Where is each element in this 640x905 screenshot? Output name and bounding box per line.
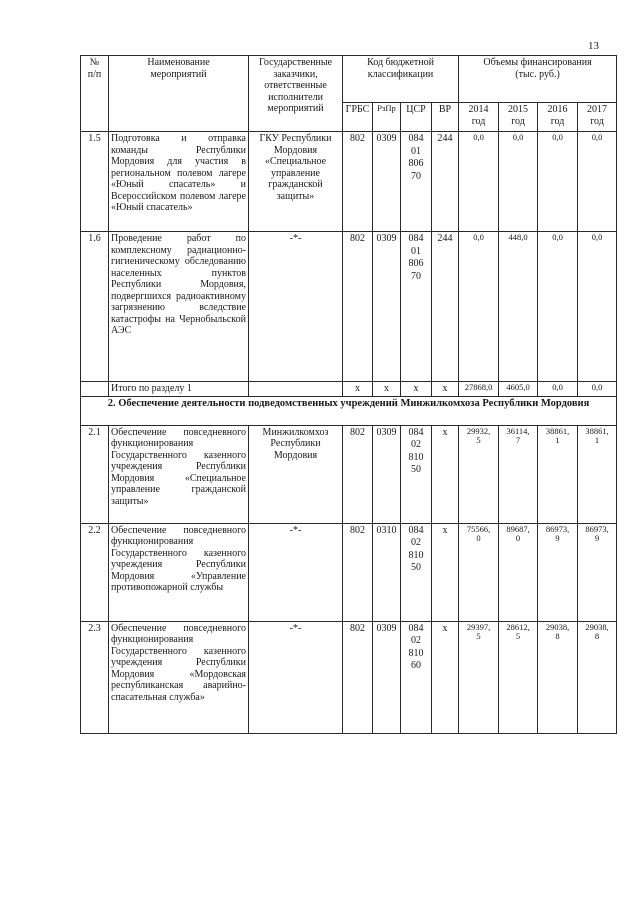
header-grbs: ГРБС <box>343 103 373 132</box>
row-name: Обеспечение повседневного функционирования Государственного казенного учреждения Республики Мордовия «Мордовская республиканская аварийно-спасательная служба» <box>109 621 249 733</box>
row-2014: 29932, 5 <box>459 425 499 523</box>
header-row-top <box>81 56 617 103</box>
row-num: 2.1 <box>81 425 109 523</box>
row-2017: 0,0 <box>578 232 617 382</box>
header-name: Наименование мероприятий <box>109 56 249 132</box>
row-customer: ГКУ Республики Мордовия «Специальное управление гражданской защиты» <box>249 132 343 232</box>
row-2017: 29038, 8 <box>578 621 617 733</box>
row-2015: 28612, 5 <box>499 621 538 733</box>
row-2016: 86973, 9 <box>538 523 578 621</box>
row-vr: 244 <box>432 232 459 382</box>
header-year-2015: 2015 год <box>499 103 538 132</box>
row-csr: 084 02 810 60 <box>401 621 432 733</box>
total-2017: 0,0 <box>578 382 617 397</box>
row-2017: 0,0 <box>578 132 617 232</box>
row-grbs: 802 <box>343 621 373 733</box>
row-rzpr: 0309 <box>373 232 401 382</box>
row-name: Проведение работ по комплексному радиационно-гигиеническому обследованию населенных пунктов Республики Мордовия, подвергшихся радиоактивному загрязнению вследствие катастрофы на Чернобыльской АЭС <box>109 232 249 382</box>
table-row <box>81 523 617 621</box>
row-2014: 0,0 <box>459 132 499 232</box>
row-2015: 89687, 0 <box>499 523 538 621</box>
row-2016: 29038, 8 <box>538 621 578 733</box>
row-num: 2.3 <box>81 621 109 733</box>
total-num-cell <box>81 382 109 397</box>
row-csr: 084 01 806 70 <box>401 132 432 232</box>
row-grbs: 802 <box>343 425 373 523</box>
row-customer: Минжилкомхоз Республики Мордовия <box>249 425 343 523</box>
total-2015: 4605,0 <box>499 382 538 397</box>
table-row <box>81 425 617 523</box>
row-customer: -*- <box>249 523 343 621</box>
row-num: 1.5 <box>81 132 109 232</box>
row-2014: 29397, 5 <box>459 621 499 733</box>
total-rzpr: x <box>373 382 401 397</box>
header-customers: Государственные заказчики, ответственные исполнители мероприятий <box>249 56 343 132</box>
section-2-title: 2. Обеспечение деятельности подведомственных учреждений Минжилкомхоза Республики Мордовия <box>81 396 617 425</box>
row-2017: 86973, 9 <box>578 523 617 621</box>
row-grbs: 802 <box>343 523 373 621</box>
table-row <box>81 621 617 733</box>
row-2014: 0,0 <box>459 232 499 382</box>
row-num: 2.2 <box>81 523 109 621</box>
header-rzpr: РзПр <box>373 103 401 132</box>
header-year-2014: 2014 год <box>459 103 499 132</box>
table-row <box>81 132 617 232</box>
row-2014: 75566, 0 <box>459 523 499 621</box>
header-year-2016: 2016 год <box>538 103 578 132</box>
header-csr: ЦСР <box>401 103 432 132</box>
total-vr: x <box>432 382 459 397</box>
row-rzpr: 0309 <box>373 425 401 523</box>
row-2015: 0,0 <box>499 132 538 232</box>
row-grbs: 802 <box>343 132 373 232</box>
header-year-2017: 2017 год <box>578 103 617 132</box>
row-grbs: 802 <box>343 232 373 382</box>
total-label: Итого по разделу 1 <box>109 382 249 397</box>
financing-table <box>80 55 617 734</box>
header-funding: Объемы финансирования (тыс. руб.) <box>459 56 617 103</box>
row-csr: 084 02 810 50 <box>401 523 432 621</box>
row-name: Подготовка и отправка команды Республики Мордовия для участия в региональном полевом лагере «Юный спасатель» и Всероссийском полевом лагере «Юный спасатель» <box>109 132 249 232</box>
row-rzpr: 0309 <box>373 132 401 232</box>
row-vr: x <box>432 621 459 733</box>
table-row <box>81 232 617 382</box>
total-2016: 0,0 <box>538 382 578 397</box>
row-2017: 38861, 1 <box>578 425 617 523</box>
row-vr: x <box>432 523 459 621</box>
section-heading-row <box>81 396 617 425</box>
row-csr: 084 02 810 50 <box>401 425 432 523</box>
row-2016: 38861, 1 <box>538 425 578 523</box>
row-num: 1.6 <box>81 232 109 382</box>
row-name: Обеспечение повседневного функционирования Государственного казенного учреждения Республики Мордовия «Специальное управление гражданской защиты» <box>109 425 249 523</box>
header-vr: ВР <box>432 103 459 132</box>
row-2015: 448,0 <box>499 232 538 382</box>
total-row <box>81 382 617 397</box>
page-number: 13 <box>588 40 599 52</box>
total-grbs: x <box>343 382 373 397</box>
total-2014: 27868,0 <box>459 382 499 397</box>
row-name: Обеспечение повседневного функционирования Государственного казенного учреждения Республики Мордовия «Управление противопожарной службы <box>109 523 249 621</box>
row-rzpr: 0310 <box>373 523 401 621</box>
row-vr: x <box>432 425 459 523</box>
header-budget-code: Код бюджетной классификации <box>343 56 459 103</box>
row-csr: 084 01 806 70 <box>401 232 432 382</box>
row-customer: -*- <box>249 621 343 733</box>
row-2016: 0,0 <box>538 132 578 232</box>
row-rzpr: 0309 <box>373 621 401 733</box>
row-2016: 0,0 <box>538 232 578 382</box>
row-2015: 36114, 7 <box>499 425 538 523</box>
row-vr: 244 <box>432 132 459 232</box>
total-csr: x <box>401 382 432 397</box>
header-num: № п/п <box>81 56 109 132</box>
total-customer-cell <box>249 382 343 397</box>
row-customer: -*- <box>249 232 343 382</box>
